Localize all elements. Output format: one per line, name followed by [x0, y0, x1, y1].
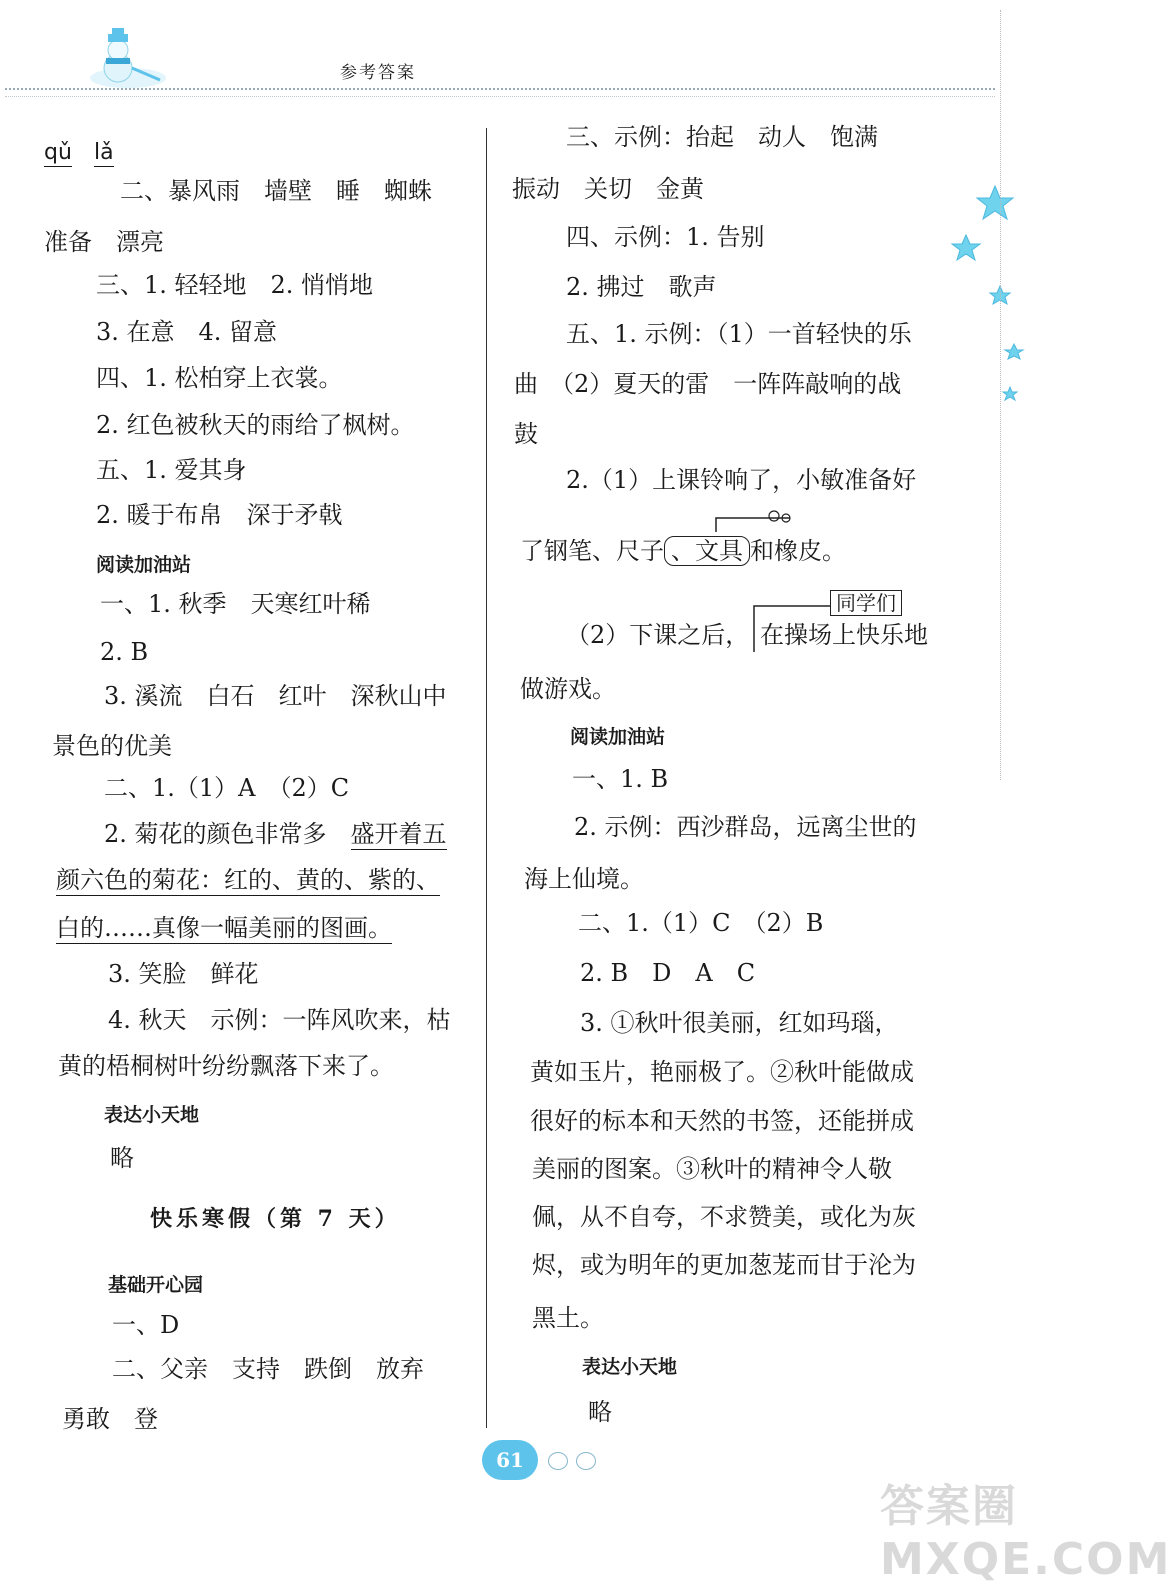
watermark-logo: 答案圈 MXQE.COM: [880, 1481, 1171, 1585]
answer-line: 四、1. 松柏穿上衣裳。: [96, 364, 343, 392]
answer-line: 3. 溪流 白石 红叶 深秋山中: [104, 682, 447, 710]
answer-line: 佩，从不自夸，不求赞美，或化为灰: [532, 1203, 916, 1231]
answer-line: 2. 暖于布帛 深于矛戟: [96, 501, 343, 529]
answer-line: 海上仙境。: [524, 865, 644, 893]
section-heading-expression: 表达小天地: [104, 1104, 200, 1126]
answer-line: 2.（1）上课铃响了，小敏准备好: [566, 466, 917, 494]
answer-line: 五、1. 爱其身: [96, 456, 247, 484]
header-rule: [5, 88, 995, 90]
answer-line: 一、1. 秋季 天寒红叶稀: [100, 590, 371, 618]
answer-line: 略: [110, 1144, 134, 1172]
section-heading-reading: 阅读加油站: [570, 726, 666, 748]
header-title: 参考答案: [340, 63, 416, 83]
answer-line: 一、1. B: [572, 765, 669, 793]
answer-line: 美丽的图案。③秋叶的精神令人敬: [532, 1155, 892, 1183]
pinyin-answer-2: lǎ: [94, 140, 114, 165]
answer-line: 曲 （2）夏天的雷 一阵阵敲响的战: [514, 370, 902, 398]
answer-line: 一、D: [112, 1311, 180, 1339]
answer-line: 烬，或为明年的更加葱茏而甘于沦为: [532, 1251, 916, 1279]
answer-line: 四、示例：1. 告别: [566, 223, 765, 251]
answer-line: 振动 关切 金黄: [512, 175, 704, 203]
circle-decoration-icon: [576, 1452, 596, 1470]
section-heading-reading: 阅读加油站: [96, 554, 192, 576]
answer-line: 二、1.（1）C （2）B: [578, 909, 824, 937]
inserted-word-box: 同学们: [830, 590, 902, 616]
circle-decoration-icon: [548, 1452, 568, 1470]
answer-line: 三、示例：抬起 动人 饱满: [566, 123, 878, 151]
answer-line: 景色的优美: [52, 732, 172, 760]
answer-line: 2. 红色被秋天的雨给了枫树。: [96, 411, 415, 439]
answer-line: 黑土。: [532, 1304, 604, 1332]
answer-line: 3. 在意 4. 留意: [96, 318, 278, 346]
snowman-icon: [88, 28, 178, 92]
answer-line: 准备 漂亮: [44, 228, 164, 256]
answer-line: 略: [588, 1398, 612, 1426]
answer-line: 3. ①秋叶很美丽，红如玛瑙，: [580, 1009, 899, 1037]
answer-line: 勇敢 登: [62, 1405, 158, 1433]
answer-line-underlined: 白的……真像一幅美丽的图画。: [56, 914, 392, 942]
answer-line: 3. 笑脸 鲜花: [108, 960, 259, 988]
answer-line: 2. 菊花的颜色非常多 盛开着五: [104, 820, 447, 848]
answer-line: 二、1.（1）A （2）C: [104, 774, 350, 802]
answer-line: 鼓: [514, 420, 538, 448]
section-heading-expression: 表达小天地: [582, 1356, 678, 1378]
header-rule-secondary: [5, 96, 995, 97]
answer-line: （2）下课之后，: [566, 621, 750, 649]
section-heading-basics: 基础开心园: [108, 1274, 204, 1296]
day-title: 快乐寒假（第 7 天）: [150, 1206, 401, 1232]
margin-dotted-line: [1000, 10, 1001, 780]
answer-line: 二、父亲 支持 跌倒 放弃: [112, 1355, 424, 1383]
answer-line-underlined: 颜六色的菊花：红的、黄的、紫的、: [56, 866, 440, 894]
pinyin-answer-1: qǔ: [44, 140, 72, 165]
answer-line: 在操场上快乐地: [760, 621, 928, 649]
answer-line: 2. 示例：西沙群岛，远离尘世的: [574, 813, 917, 841]
swap-mark-icon: [712, 508, 802, 534]
answer-line: 2. 拂过 歌声: [566, 273, 717, 301]
answer-line-edit: 了钢笔、尺子 、文具 和橡皮。: [520, 537, 846, 565]
circled-word: 、文具: [664, 536, 750, 566]
page-number: 61: [482, 1440, 538, 1480]
answer-line: 黄的梧桐树叶纷纷飘落下来了。: [58, 1052, 394, 1080]
answer-line: 做游戏。: [520, 675, 616, 703]
answer-line: 五、1. 示例：（1）一首轻快的乐: [566, 320, 912, 348]
answer-line: 很好的标本和天然的书签，还能拼成: [530, 1107, 914, 1135]
answer-line: 4. 秋天 示例：一阵风吹来，枯: [108, 1006, 451, 1034]
answer-line: 三、1. 轻轻地 2. 悄悄地: [96, 271, 374, 299]
answer-line: 黄如玉片，艳丽极了。②秋叶能做成: [530, 1058, 914, 1086]
answer-line: 2. B: [100, 638, 149, 666]
column-divider: [486, 128, 487, 1428]
answer-line: 二、暴风雨 墙壁 睡 蜘蛛: [120, 177, 432, 205]
answer-line: 2. B D A C: [580, 959, 756, 987]
